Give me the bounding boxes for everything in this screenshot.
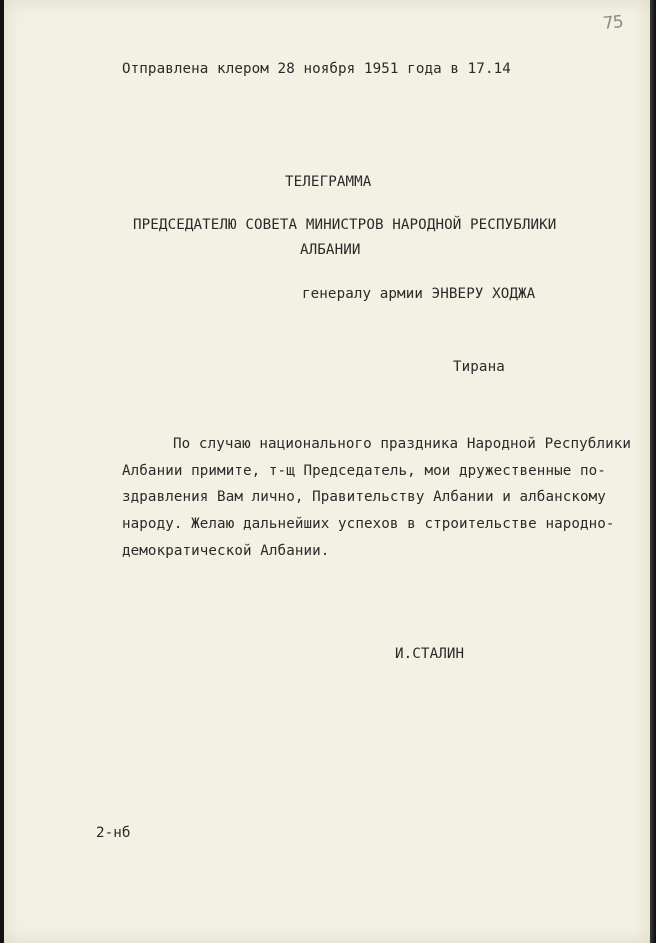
sent-note: Отправлена клером 28 ноября 1951 года в 17.14 [122, 61, 511, 77]
addressee-line-3: генералу армии ЭНВЕРУ ХОДЖА [302, 286, 536, 302]
document-title: ТЕЛЕГРАММА [285, 174, 372, 190]
body-line-1: По случаю национального праздника Народной Республики [173, 436, 632, 452]
addressee-line-1: ПРЕДСЕДАТЕЛЮ СОВЕТА МИНИСТРОВ НАРОДНОЙ РЕСПУБЛИКИ [133, 217, 557, 233]
footer-code: 2-нб [96, 825, 131, 841]
addressee-line-2: АЛБАНИИ [300, 242, 361, 258]
page-number: 75 [602, 12, 624, 34]
addressee-city: Тирана [453, 359, 505, 375]
body-line-4: народу. Желаю дальнейших успехов в строительстве народно- [122, 516, 615, 532]
body-line-5: демократической Албании. [122, 543, 330, 559]
signature: И.СТАЛИН [395, 646, 465, 662]
scan-right-edge [650, 0, 656, 943]
body-line-2: Албании примите, т-щ Председатель, мои дружественные по- [122, 463, 606, 479]
body-line-3: здравления Вам лично, Правительству Албании и албанскому [122, 489, 606, 505]
